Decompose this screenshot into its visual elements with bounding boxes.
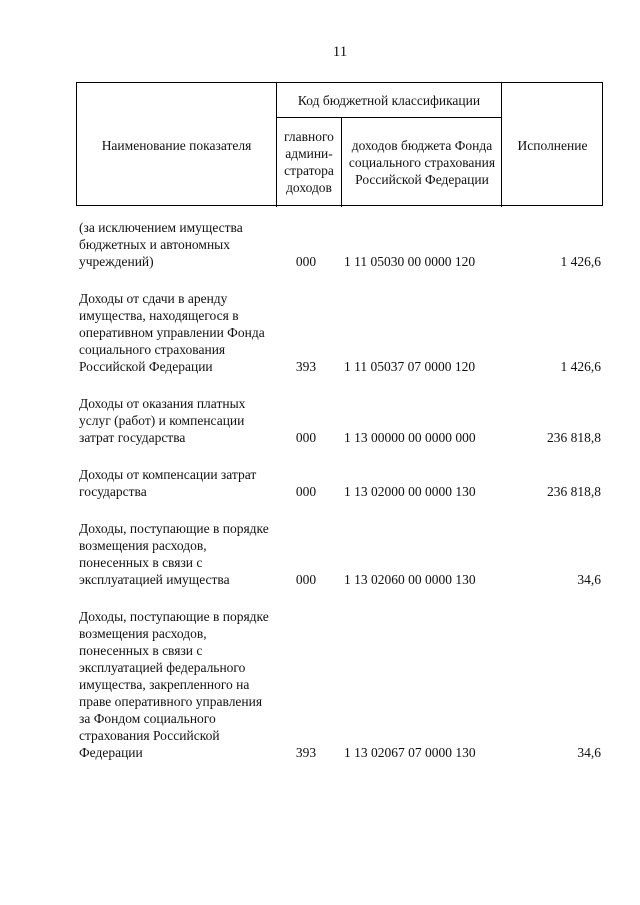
row-name: (за исключением имущества бюджетных и автономных учреждений) [79,220,243,269]
row-income-code: 1 11 05037 07 0000 120 [344,359,476,374]
table-row [79,290,601,375]
row-amount: 1 426,6 [560,359,601,374]
row-amount: 1 426,6 [560,254,601,269]
row-admin-code: 393 [295,359,317,374]
header-fund-income: доходов бюджета Фонда социального страхования Российской Федерации [348,137,496,187]
table-header [76,82,603,206]
row-admin-code: 000 [295,572,317,587]
row-amount: 34,6 [577,572,601,587]
row-income-code: 1 13 02067 07 0000 130 [344,745,476,760]
row-name: Доходы, поступающие в порядке возмещения расходов, понесенных в связи с эксплуатацией имущества [79,521,269,587]
row-name: Доходы от сдачи в аренду имущества, находящегося в оперативном управлении Фонда социального страхования Российской Федерации [79,291,265,374]
row-amount: 34,6 [577,745,601,760]
table-body [79,219,601,761]
table-row [79,395,601,446]
row-name: Доходы от компенсации затрат государства [79,467,257,499]
row-income-code: 1 13 02060 00 0000 130 [344,572,476,587]
row-amount: 236 818,8 [547,484,601,499]
row-admin-code: 000 [295,484,317,499]
row-income-code: 1 13 00000 00 0000 000 [344,430,476,445]
row-amount: 236 818,8 [547,430,601,445]
header-budget-classification-code: Код бюджетной классификации [297,92,481,108]
header-execution: Исполнение [517,137,588,153]
row-income-code: 1 11 05030 00 0000 120 [344,254,476,269]
row-name: Доходы, поступающие в порядке возмещения расходов, понесенных в связи с эксплуатацией федерального имущества, закрепленного на праве оперативного управления за Фондом социального страхования Российской Федерации [79,609,269,760]
row-admin-code: 000 [295,254,317,269]
table-row [79,466,601,500]
row-income-code: 1 13 02000 00 0000 130 [344,484,476,499]
table-row [79,608,601,761]
table-row [79,520,601,588]
row-admin-code: 393 [295,745,317,760]
page-number: 11 [332,44,348,60]
header-main-administrator: главного админи-стратора доходов [284,129,334,195]
row-admin-code: 000 [295,430,317,445]
header-indicator-name: Наименование показателя [101,137,252,153]
row-name: Доходы от оказания платных услуг (работ) и компенсации затрат государства [79,396,246,445]
table-row [79,219,601,270]
